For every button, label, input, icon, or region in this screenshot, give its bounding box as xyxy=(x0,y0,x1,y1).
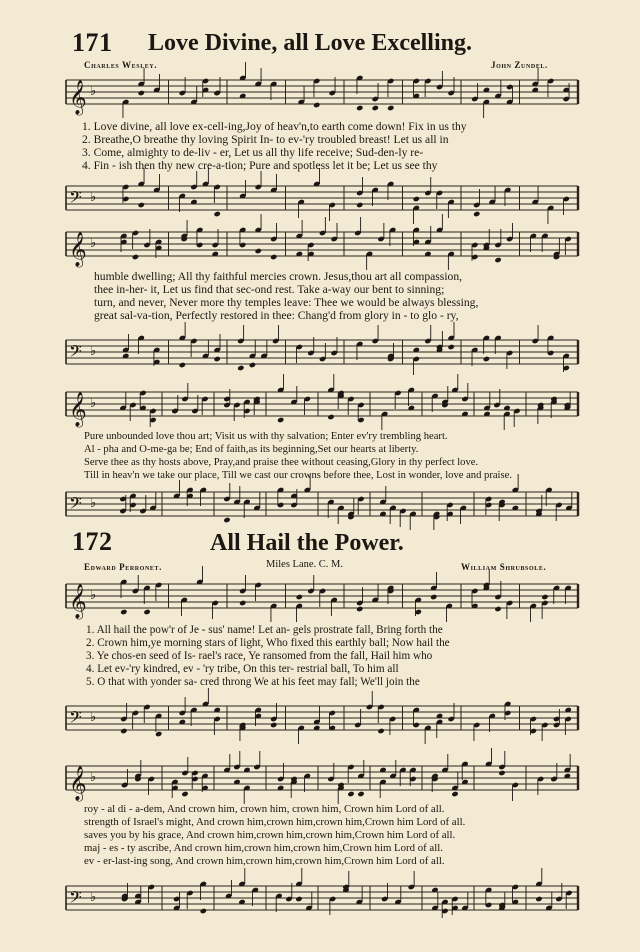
bass-clef-icon: 𝄢 xyxy=(69,341,82,365)
lyric-line: roy - al di - a-dem, And crown him, crown him, crown him, Crown him Lord of all. xyxy=(84,803,445,815)
note-head xyxy=(143,609,150,615)
note-head xyxy=(494,606,501,612)
flat-icon: ♭ xyxy=(90,770,97,785)
bass-clef-icon: 𝄢 xyxy=(69,493,82,517)
note-head xyxy=(213,356,220,362)
note-head xyxy=(473,211,480,217)
note-head xyxy=(387,105,394,111)
lyric-line: great sal-va-tion, Perfectly restored in thee: Chang'd from glory in - to glo - ry, xyxy=(94,309,459,322)
note-head xyxy=(179,362,186,368)
flat-icon: ♭ xyxy=(90,710,97,725)
bass-clef-icon: 𝄢 xyxy=(69,707,82,731)
lyric-line: 2. Breathe,O breathe thy loving Spirit In- to ev-'ry troubled breast! Let us all in xyxy=(82,133,449,146)
note-head xyxy=(372,105,379,111)
treble-clef-icon: 𝄞 xyxy=(69,766,87,801)
note-head xyxy=(239,600,246,606)
note-head xyxy=(223,517,230,523)
note-head xyxy=(413,196,420,202)
lyrics-block xyxy=(84,430,512,482)
flat-icon: ♭ xyxy=(90,190,97,205)
note-head xyxy=(270,254,277,260)
flat-icon: ♭ xyxy=(90,396,97,411)
treble-clef-icon: 𝄞 xyxy=(69,584,87,619)
treble-clef-icon: 𝄞 xyxy=(69,232,87,267)
music-credit: William Shrubsole. xyxy=(461,562,547,572)
treble-clef-icon: 𝄞 xyxy=(69,80,87,115)
note-head xyxy=(541,594,548,600)
music-credit: John Zundel. xyxy=(491,60,548,70)
bass-clef-icon: 𝄢 xyxy=(69,887,82,911)
note-head xyxy=(494,257,501,263)
flat-icon: ♭ xyxy=(90,496,97,511)
lyric-line: Pure unbounded love thou art; Visit us with thy salvation; Enter ev'ry trembling heart. xyxy=(84,431,448,442)
hymn-title: All Hail the Power. xyxy=(210,530,404,556)
lyric-line: Al - pha and O-me-ga be; End of faith,as its beginning,Set our hearts at liberty. xyxy=(84,444,419,455)
lyrics-block xyxy=(86,624,450,689)
note-head xyxy=(120,728,127,734)
lyric-line: 3. Ye chos-en seed of Is- rael's race, Ye ransomed from the fall, Hail him who xyxy=(86,650,433,662)
lyric-line: 3. Come, almighty to de-liv - er, Let us all thy life receive; Sud-den-ly re- xyxy=(82,146,424,159)
note-head xyxy=(451,791,458,797)
lyric-line: 2. Crown him,ye morning stars of light, Who fixed this earthly ball; Now hail the xyxy=(86,637,450,649)
note-head xyxy=(356,606,363,612)
note-head xyxy=(377,728,384,734)
note-head xyxy=(237,365,244,371)
lyric-line: turn, and never, Never more thy temples leave: Thee we would be always blessing, xyxy=(94,296,479,309)
note-head xyxy=(138,90,145,96)
note-head xyxy=(447,344,454,350)
note-head xyxy=(347,791,354,797)
lyric-line: 5. O that with yonder sa- cred throng We at his feet may fall; We'll join the xyxy=(86,676,420,688)
note-head xyxy=(430,594,437,600)
lyrics-block xyxy=(82,120,467,172)
flat-icon: ♭ xyxy=(90,84,97,99)
note-head xyxy=(213,211,220,217)
note-head xyxy=(356,105,363,111)
lyric-line: 4. Fin - ish then thy new cre-a-tion; Pure and spotless let it be; Let us see thy xyxy=(82,159,438,172)
note-head xyxy=(535,896,542,902)
note-head xyxy=(313,102,320,108)
lyric-line: thee in-her- it, Let us find that sec-ond rest. Take a-way our bent to sinning; xyxy=(94,283,445,296)
note-head xyxy=(356,202,363,208)
words-credit: Charles Wesley. xyxy=(84,60,158,70)
lyric-line: ev - er-last-ing song, And crown him,crown him,crown him,Crown him Lord of all. xyxy=(84,855,445,867)
lyric-line: saves you by his grace, And crown him,crown him,crown him,Crown him Lord of all. xyxy=(84,829,456,841)
hymn-number: 172 xyxy=(72,527,113,556)
flat-icon: ♭ xyxy=(90,588,97,603)
note-head xyxy=(483,356,490,362)
note-head xyxy=(327,414,334,420)
bass-clef-icon: 𝄢 xyxy=(69,187,82,211)
flat-icon: ♭ xyxy=(90,236,97,251)
hymn-title: Love Divine, all Love Excelling. xyxy=(148,30,472,56)
lyric-line: Serve thee as thy hosts above, Pray,and praise thee without ceasing,Glory in thy perfect love. xyxy=(84,457,479,468)
lyric-line: maj - es - ty ascribe, And crown him,crown him,crown him,Crown him Lord of all. xyxy=(84,842,443,854)
words-credit: Edward Perronet. xyxy=(84,562,162,572)
note-head xyxy=(277,417,284,423)
tune-name: Miles Lane. C. M. xyxy=(266,559,343,570)
hymn-number: 171 xyxy=(72,28,113,57)
note-head xyxy=(295,896,302,902)
note-head xyxy=(498,770,505,776)
treble-clef-icon: 𝄞 xyxy=(69,392,87,427)
lyric-line: Till in heav'n we take our place, Till we cast our crowns before thee, Lost in wonder, love and praise. xyxy=(84,470,512,481)
note-head xyxy=(200,908,207,914)
note-head xyxy=(357,791,364,797)
note-head xyxy=(270,722,277,728)
flat-icon: ♭ xyxy=(90,890,97,905)
note-head xyxy=(120,609,127,615)
flat-icon: ♭ xyxy=(90,344,97,359)
lyrics-block xyxy=(84,803,465,868)
note-head xyxy=(296,594,303,600)
lyric-line: 4. Let ev-'ry kindred, ev - 'ry tribe, On this ter- restrial ball, To him all xyxy=(86,663,399,675)
note-head xyxy=(132,254,139,260)
lyric-line: strength of Israel's might, And crown him,crown him,crown him,Crown him Lord of all. xyxy=(84,816,466,828)
lyric-line: 1. All hail the pow'r of Je - sus' name! Let an- gels prostrate fall, Bring forth the xyxy=(86,624,443,636)
note-head xyxy=(249,362,256,368)
note-head xyxy=(181,791,188,797)
note-head xyxy=(138,202,145,208)
lyrics-block xyxy=(94,270,478,322)
lyric-line: humble dwelling; All thy faithful mercies crown. Jesus,thou art all compassion, xyxy=(94,270,463,283)
lyric-line: 1. Love divine, all love ex-cell-ing,Joy of heav'n,to earth come down! Fix in us thy xyxy=(82,120,467,133)
note-head xyxy=(255,248,262,254)
